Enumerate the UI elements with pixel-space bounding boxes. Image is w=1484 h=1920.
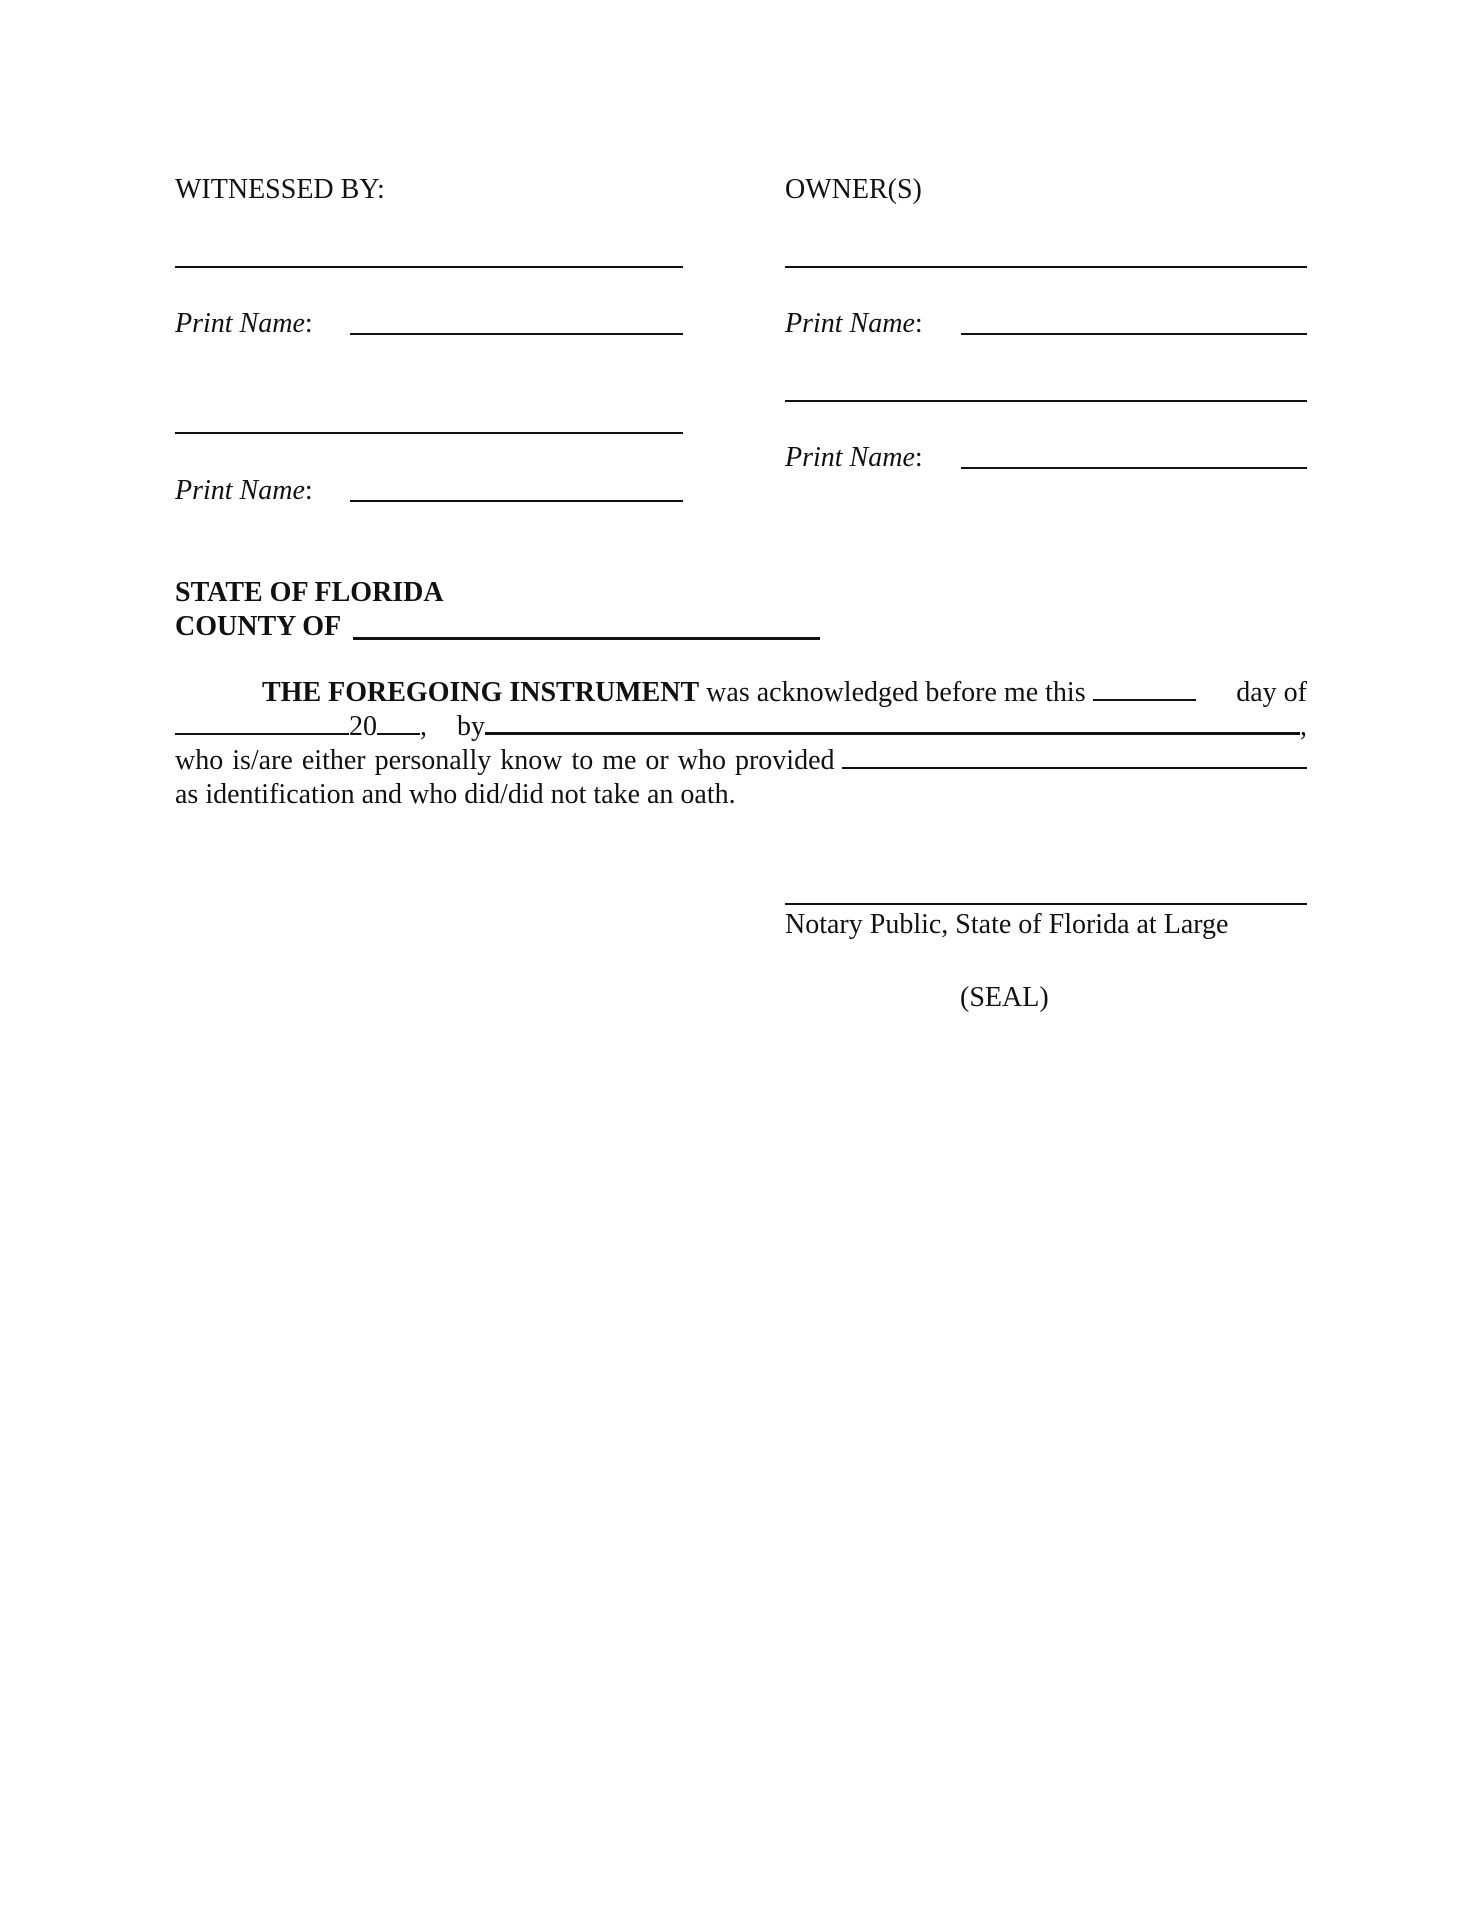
year-blank[interactable]	[377, 711, 420, 735]
month-blank[interactable]	[175, 711, 349, 735]
notary-title: Notary Public, State of Florida at Large	[785, 909, 1229, 940]
owner-2-print-name-line[interactable]	[961, 467, 1307, 469]
witness-1-signature-line[interactable]	[175, 266, 683, 268]
owner-1-print-name-line[interactable]	[961, 333, 1307, 335]
witness-1-print-name-label: Print Name:	[175, 308, 313, 339]
acknowledgment-line-4	[175, 778, 1307, 812]
seal-label: (SEAL)	[960, 982, 1049, 1013]
foregoing-instrument-label: THE FOREGOING INSTRUMENT	[262, 677, 700, 708]
acknowledged-text: was acknowledged before me this	[706, 677, 1086, 708]
county-label: COUNTY OF	[175, 611, 342, 642]
comma-2: ,	[1300, 711, 1307, 742]
by-label: by	[457, 711, 485, 742]
witness-1-print-name-line[interactable]	[350, 333, 683, 335]
acknowledgment-line-3	[175, 744, 1307, 778]
notary-signature-line[interactable]	[785, 903, 1307, 905]
year-prefix: 20	[349, 711, 377, 742]
comma-1: ,	[420, 711, 427, 742]
owner-1-print-name-label: Print Name:	[785, 308, 923, 339]
acknowledgment-line-2	[175, 710, 1307, 744]
signer-name-blank[interactable]	[485, 710, 1300, 735]
witness-2-signature-line[interactable]	[175, 432, 683, 434]
identification-blank[interactable]	[842, 745, 1307, 769]
oath-text: as identification and who did/did not take an oath.	[175, 779, 736, 810]
acknowledgment-line-1	[175, 676, 1307, 710]
witness-2-print-name-line[interactable]	[350, 500, 683, 502]
day-blank[interactable]	[1093, 677, 1196, 701]
personally-known-text: who is/are either personally know to me or who provided	[175, 745, 835, 776]
county-blank-line[interactable]	[353, 637, 820, 640]
owner-1-signature-line[interactable]	[785, 266, 1307, 268]
witnessed-by-heading: WITNESSED BY:	[175, 174, 385, 205]
day-of-text: day of	[1236, 677, 1307, 708]
witness-2-print-name-label: Print Name:	[175, 475, 313, 506]
owner-2-signature-line[interactable]	[785, 400, 1307, 402]
owner-2-print-name-label: Print Name:	[785, 442, 923, 473]
state-label: STATE OF FLORIDA	[175, 577, 444, 608]
owners-heading: OWNER(S)	[785, 174, 922, 205]
acknowledgment-paragraph	[175, 676, 1307, 812]
